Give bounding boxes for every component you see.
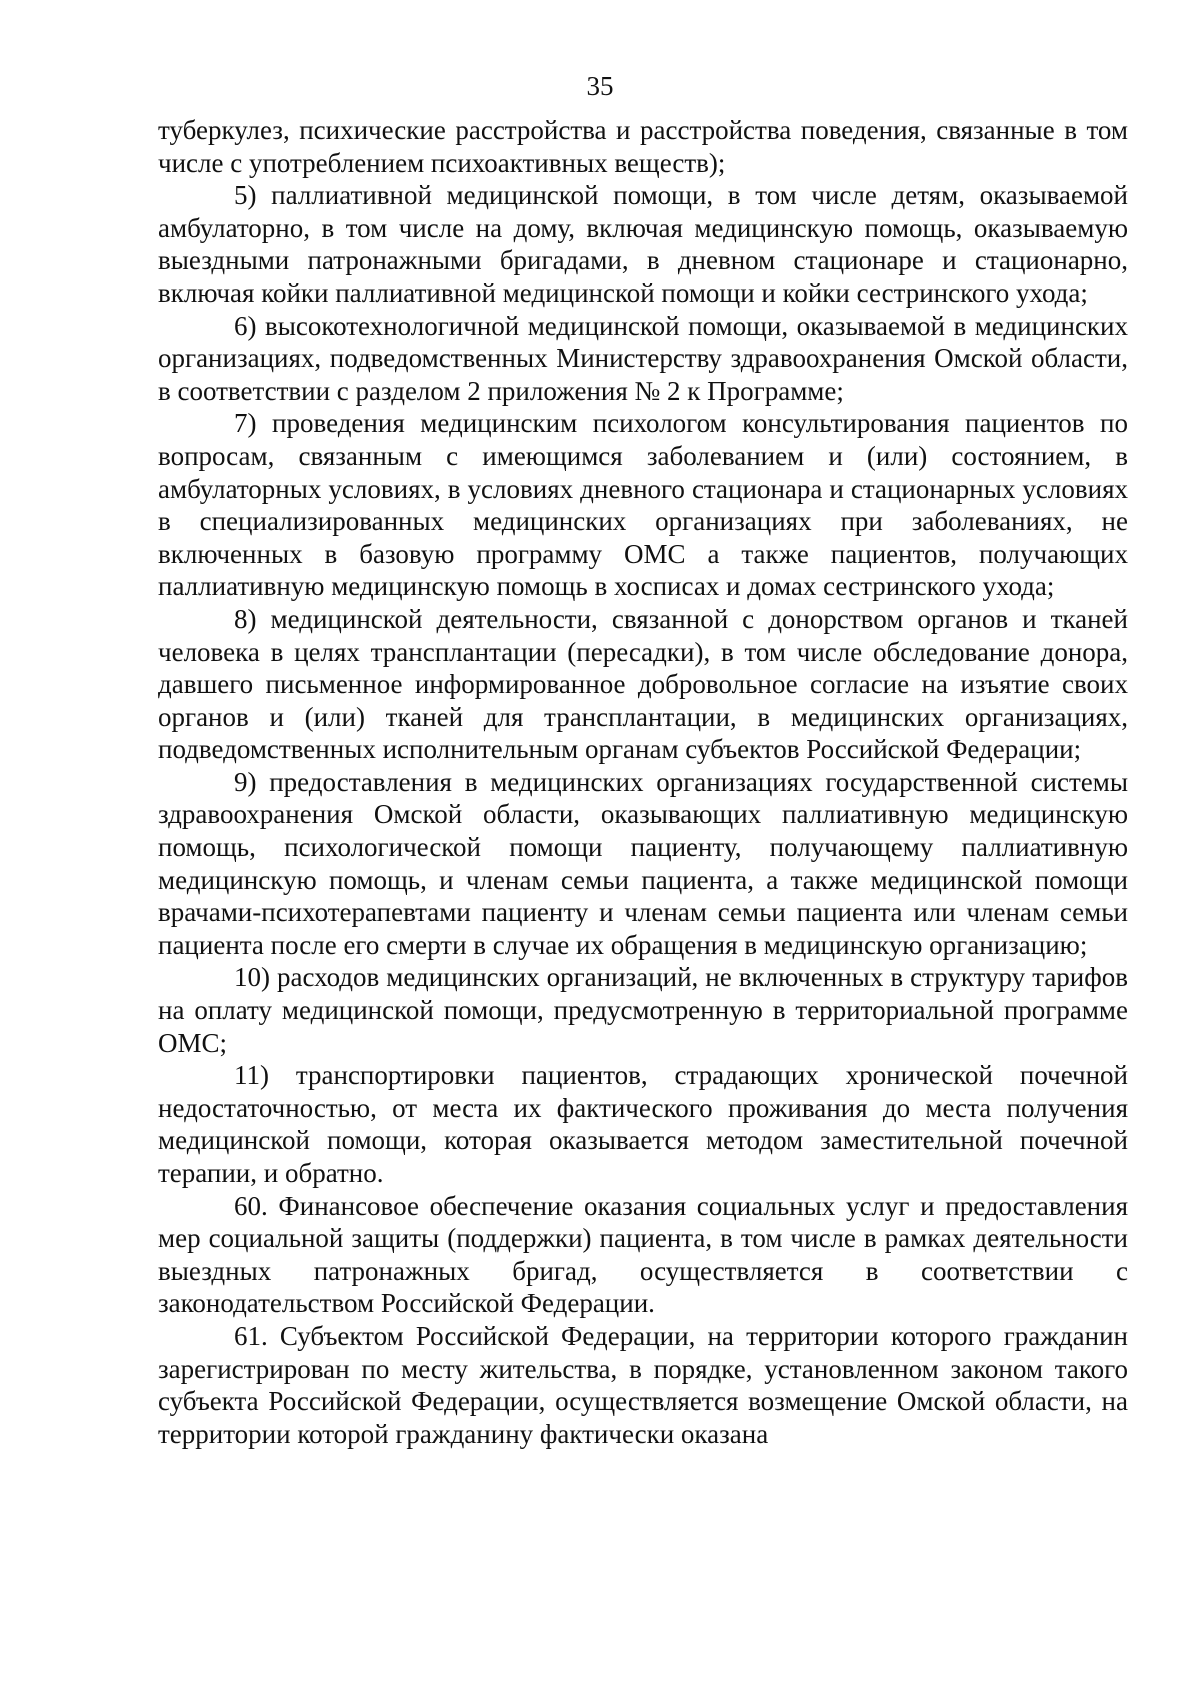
paragraph-section-61: 61. Субъектом Российской Федерации, на территории которого гражданин зарегистрирован по месту жительства, в порядке, установленном законом такого субъекта Российской Федерации, осуществляется возмещение Омской области, на территории которой гражданину фактически оказана: [158, 1320, 1128, 1449]
paragraph-item-11: 11) транспортировки пациентов, страдающих хронической почечной недостаточностью, от места их фактического проживания до места получения медицинской помощи, которая оказывается методом заместительной почечной терапии, и обратно.: [158, 1060, 1128, 1188]
page-body: [158, 114, 1128, 1450]
paragraph-item-7: 7) проведения медицинским психологом консультирования пациентов по вопросам, связанным с имеющимся заболеванием и (или) состоянием, в амбулаторных условиях, в условиях дневного стационара и стационарных условиях в специализированных медицинских организациях при заболеваниях, не включенных в базовую программу ОМС а также пациентов, получающих паллиативную медицинскую помощь в хосписах и домах сестринского ухода;: [158, 408, 1128, 602]
paragraph-section-60: 60. Финансовое обеспечение оказания социальных услуг и предоставления мер социальной защиты (поддержки) пациента, в том числе в рамках деятельности выездных патронажных бригад, осуществляется в соответствии с законодательством Российской Федерации.: [158, 1190, 1128, 1319]
paragraph-item-9: 9) предоставления в медицинских организациях государственной системы здравоохранения Омской области, оказывающих паллиативную медицинскую помощь, психологической помощи пациенту, получающему паллиативную медицинскую помощь, и членам семьи пациента, а также медицинской помощи врачами-психотерапевтами пациенту и членам семьи пациента или членам семьи пациента после его смерти в случае их обращения в медицинскую организацию;: [158, 766, 1128, 960]
paragraph-item-5: 5) паллиативной медицинской помощи, в том числе детям, оказываемой амбулаторно, в том числе на дому, включая медицинскую помощь, оказываемую выездными патронажными бригадами, в дневном стационаре и стационарно, включая койки паллиативной медицинской помощи и койки сестринского ухода;: [158, 180, 1128, 308]
paragraph-item-8: 8) медицинской деятельности, связанной с донорством органов и тканей человека в целях трансплантации (пересадки), в том числе обследование донора, давшего письменное информированное добровольное согласие на изъятие своих органов и (или) тканей для трансплантации, в медицинских организациях, подведомственных исполнительным органам субъектов Российской Федерации;: [158, 603, 1128, 765]
page-number: 35: [586, 71, 614, 101]
paragraph-item-6: 6) высокотехнологичной медицинской помощи, оказываемой в медицинских организациях, подведомственных Министерству здравоохранения Омской области, в соответствии с разделом 2 приложения № 2 к Программе;: [158, 310, 1128, 406]
paragraph-item-10: 10) расходов медицинских организаций, не включенных в структуру тарифов на оплату медицинской помощи, предусмотренную в территориальной программе ОМС;: [158, 962, 1128, 1058]
paragraph-continuation: туберкулез, психические расстройства и расстройства поведения, связанные в том числе с употреблением психоактивных веществ);: [158, 115, 1128, 178]
